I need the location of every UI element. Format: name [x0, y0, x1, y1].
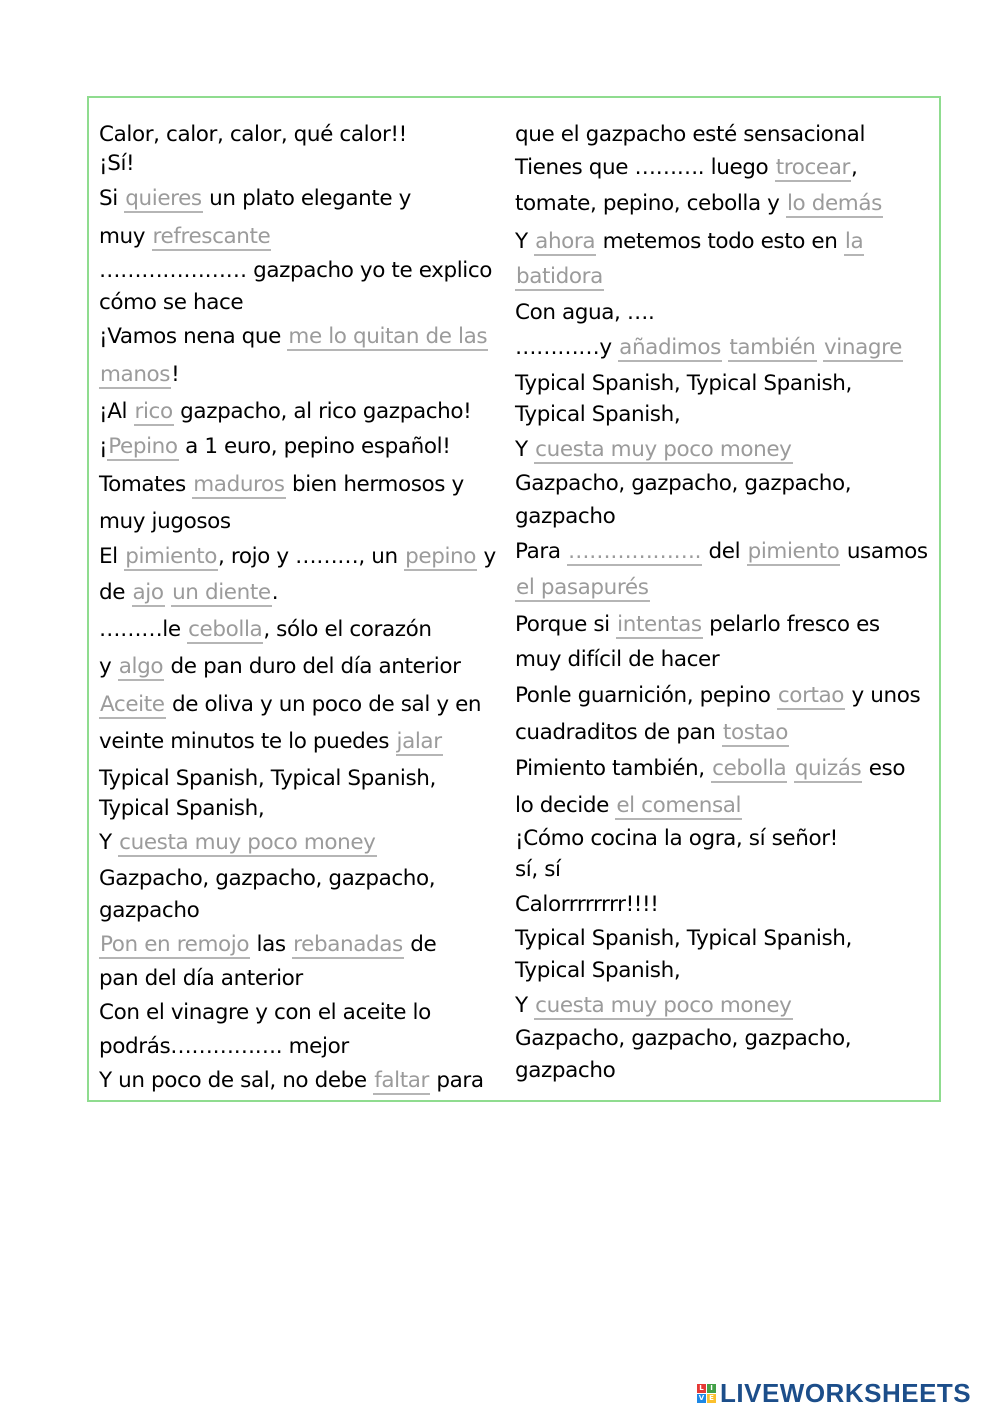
lyric-text: y unos [845, 683, 921, 708]
lyric-text: Porque si [515, 612, 617, 637]
lyric-text: ………………… gazpacho yo te explico [99, 258, 493, 283]
lyric-text: cuadraditos de pan [515, 720, 722, 745]
fill-in-blank[interactable]: cortao [777, 683, 845, 708]
fill-in-blank[interactable]: manos [100, 362, 171, 387]
fill-in-blank[interactable]: Pepino [108, 434, 178, 459]
fill-in-blank[interactable]: rebanadas [293, 932, 403, 957]
text-line [99, 472, 464, 497]
text-line [515, 539, 928, 564]
text-line [515, 437, 793, 462]
lyric-text: de [99, 580, 132, 605]
lyric-text: bien hermosos y [285, 472, 464, 497]
fill-in-blank[interactable]: también [729, 335, 816, 360]
lyric-text: Tomates [99, 472, 193, 497]
worksheet-frame [87, 96, 941, 1102]
lyric-text: Ponle guarnición, pepino [515, 683, 777, 708]
lyric-text: a 1 euro, pepino español! [178, 434, 451, 459]
text-line [515, 300, 654, 325]
lyric-text: Gazpacho, gazpacho, gazpacho, [515, 1026, 852, 1051]
text-line [515, 826, 838, 851]
fill-in-blank[interactable]: cebolla [188, 617, 263, 642]
text-line [99, 692, 481, 717]
text-line [99, 362, 179, 387]
text-line [515, 958, 680, 983]
text-line [99, 866, 435, 891]
fill-in-blank[interactable]: lo demás [786, 191, 882, 216]
lyric-text: ¡Cómo cocina la ogra, sí señor! [515, 826, 838, 851]
lyric-text: tomate, pepino, cebolla y [515, 191, 786, 216]
text-line [515, 647, 719, 672]
logo-letter: I [707, 1384, 716, 1393]
text-line [515, 575, 650, 600]
text-line [99, 932, 436, 957]
fill-in-blank[interactable]: el pasapurés [516, 575, 649, 600]
lyric-text: sí, sí [515, 857, 561, 882]
lyric-text: ¡ [99, 434, 108, 459]
lyric-text: Gazpacho, gazpacho, gazpacho, [99, 866, 436, 891]
fill-in-blank[interactable]: rico [134, 399, 173, 424]
lyric-text: de oliva y un poco de sal y en [165, 692, 482, 717]
fill-in-blank[interactable]: batidora [516, 264, 603, 289]
lyric-text: ! [171, 362, 180, 387]
logo-letter: V [698, 1393, 705, 1402]
text-line [99, 898, 199, 923]
text-line [99, 1034, 349, 1059]
lyric-text: del [702, 539, 747, 564]
lyric-text: Con el vinagre y con el aceite lo [99, 1000, 431, 1025]
lyric-text: gazpacho [99, 898, 200, 923]
text-line [99, 290, 243, 315]
lyric-text: cómo se hace [99, 290, 244, 315]
lyric-text: usamos [840, 539, 928, 564]
text-line [515, 191, 883, 216]
text-line [515, 612, 880, 637]
text-line [515, 335, 903, 360]
lyric-text: muy [99, 224, 152, 249]
logo-letter: E [707, 1394, 716, 1403]
lyric-text: gazpacho [515, 1058, 616, 1083]
fill-in-blank[interactable]: quizás [794, 756, 862, 781]
lyric-text: Para [515, 539, 568, 564]
lyric-text: Pimiento también, [515, 756, 712, 781]
text-line [515, 122, 865, 147]
text-line [515, 229, 864, 254]
lyric-text: veinte minutos te lo puedes [99, 729, 396, 754]
lyric-text [787, 756, 793, 781]
lyric-text: muy difícil de hacer [515, 647, 720, 672]
fill-in-blank[interactable]: la [844, 229, 864, 254]
text-line [99, 766, 436, 791]
text-line [99, 580, 278, 605]
lyric-text: pan del día anterior [99, 966, 303, 991]
lyric-text: gazpacho [515, 504, 616, 529]
text-line [99, 617, 432, 642]
logo-letter: L [697, 1384, 706, 1393]
text-line [515, 993, 793, 1018]
fill-in-blank[interactable]: me lo quitan de las [288, 324, 488, 349]
text-line [99, 258, 492, 283]
text-line [515, 1058, 615, 1083]
text-line [515, 720, 789, 745]
lyric-text: El [99, 544, 125, 569]
fill-in-blank[interactable]: tostao [722, 720, 789, 745]
text-line [515, 857, 561, 882]
lyric-text: Calorrrrrrrr!!!! [515, 892, 659, 917]
lyric-text: Typical Spanish, Typical Spanish, [99, 766, 436, 791]
fill-in-blank[interactable]: añadimos [619, 335, 721, 360]
text-line [99, 151, 134, 176]
brand-name: LIVEWORKSHEETS [720, 1377, 972, 1408]
lyric-text: un plato elegante y [202, 186, 411, 211]
text-line [99, 434, 450, 459]
fill-in-blank[interactable]: ahora [535, 229, 596, 254]
text-line [99, 796, 264, 821]
fill-in-blank[interactable]: ajo [132, 580, 164, 605]
lyric-text: Typical Spanish, [99, 796, 265, 821]
text-line [99, 544, 496, 569]
fill-in-blank[interactable]: cuesta muy poco money [535, 437, 792, 462]
lyric-text: de [403, 932, 437, 957]
fill-in-blank[interactable]: un diente [172, 580, 271, 605]
lyric-text: Typical Spanish, [515, 958, 681, 983]
text-line [515, 683, 920, 708]
lyric-text: muy jugosos [99, 509, 231, 534]
fill-in-blank[interactable]: jalar [396, 729, 442, 754]
lyric-text: Typical Spanish, Typical Spanish, [515, 371, 852, 396]
text-line [99, 830, 377, 855]
lyric-text: Typical Spanish, [515, 402, 681, 427]
lyric-text: las [250, 932, 293, 957]
lyric-text: , rojo y ………, un [217, 544, 405, 569]
text-line [515, 402, 680, 427]
fill-in-blank[interactable]: cuesta muy poco money [119, 830, 376, 855]
text-line [99, 729, 443, 754]
lyric-text: ¡Sí! [99, 151, 135, 176]
lyric-text: Y [515, 993, 535, 1018]
lyric-text: y [477, 544, 496, 569]
text-line [99, 224, 271, 249]
lyric-text: podrás……………. mejor [99, 1034, 349, 1059]
fill-in-blank[interactable]: quieres [125, 186, 202, 211]
lyric-text: Typical Spanish, Typical Spanish, [515, 926, 852, 951]
fill-in-blank[interactable]: refrescante [152, 224, 271, 249]
lyric-text: ………le [99, 617, 188, 642]
fill-in-blank[interactable]: vinagre [823, 335, 902, 360]
lyric-text: lo decide [515, 793, 616, 818]
fill-in-blank[interactable]: intentas [617, 612, 702, 637]
text-line [515, 264, 604, 289]
lyric-text: Con agua, …. [515, 300, 655, 325]
text-line [515, 371, 852, 396]
text-line [515, 756, 905, 781]
text-line [99, 966, 303, 991]
liveworksheets-logo-icon [697, 1384, 716, 1403]
text-line [99, 324, 488, 349]
lyric-text: Y [515, 229, 535, 254]
text-line [99, 1068, 484, 1093]
lyric-text: y [99, 654, 118, 679]
lyric-text: Gazpacho, gazpacho, gazpacho, [515, 471, 852, 496]
text-line [515, 892, 658, 917]
fill-in-blank[interactable]: pimiento [747, 539, 840, 564]
fill-in-blank[interactable]: cebolla [712, 756, 787, 781]
lyric-text: …………y [515, 335, 619, 360]
fill-in-blank[interactable]: cuesta muy poco money [535, 993, 792, 1018]
lyric-text: , sólo el corazón [263, 617, 432, 642]
lyric-text: para [429, 1068, 484, 1093]
text-line [99, 186, 411, 211]
text-line [515, 155, 857, 180]
fill-in-blank[interactable]: Aceite [100, 692, 165, 717]
lyric-text: Y [99, 830, 119, 855]
lyric-text: . [271, 580, 279, 605]
lyric-text: ¡Vamos nena que [99, 324, 288, 349]
lyric-text: gazpacho, al rico gazpacho! [173, 399, 472, 424]
lyric-text: pelarlo fresco es [702, 612, 880, 637]
text-line [515, 926, 852, 951]
lyric-text: metemos todo esto en [596, 229, 844, 254]
text-line [99, 399, 471, 424]
text-line [99, 654, 461, 679]
text-line [99, 122, 407, 147]
text-line [515, 1026, 851, 1051]
text-line [99, 509, 231, 534]
fill-in-blank[interactable]: Pon en remojo [100, 932, 250, 957]
fill-in-blank[interactable]: pimiento [125, 544, 217, 569]
fill-in-blank[interactable]: el comensal [616, 793, 742, 818]
lyric-text: eso [862, 756, 906, 781]
liveworksheets-brand[interactable] [697, 1378, 971, 1408]
text-line [515, 504, 615, 529]
lyric-text: Tienes que ………. luego [515, 155, 775, 180]
fill-in-blank[interactable]: ………………. [568, 539, 702, 564]
lyric-text: Calor, calor, calor, qué calor!! [99, 122, 407, 147]
fill-in-blank[interactable]: trocear [775, 155, 850, 180]
fill-in-blank[interactable]: faltar [374, 1068, 429, 1093]
lyric-text: que el gazpacho esté sensacional [515, 122, 866, 147]
text-line [99, 1000, 431, 1025]
lyric-text: de pan duro del día anterior [164, 654, 461, 679]
lyric-text: Y un poco de sal, no debe [99, 1068, 374, 1093]
lyric-text: Y [515, 437, 535, 462]
lyric-text: Si [99, 186, 125, 211]
lyric-text: , [850, 155, 858, 180]
fill-in-blank[interactable]: pepino [405, 544, 477, 569]
lyric-text: ¡Al [99, 399, 134, 424]
fill-in-blank[interactable]: maduros [193, 472, 285, 497]
text-line [515, 471, 851, 496]
text-line [515, 793, 742, 818]
fill-in-blank[interactable]: algo [118, 654, 164, 679]
